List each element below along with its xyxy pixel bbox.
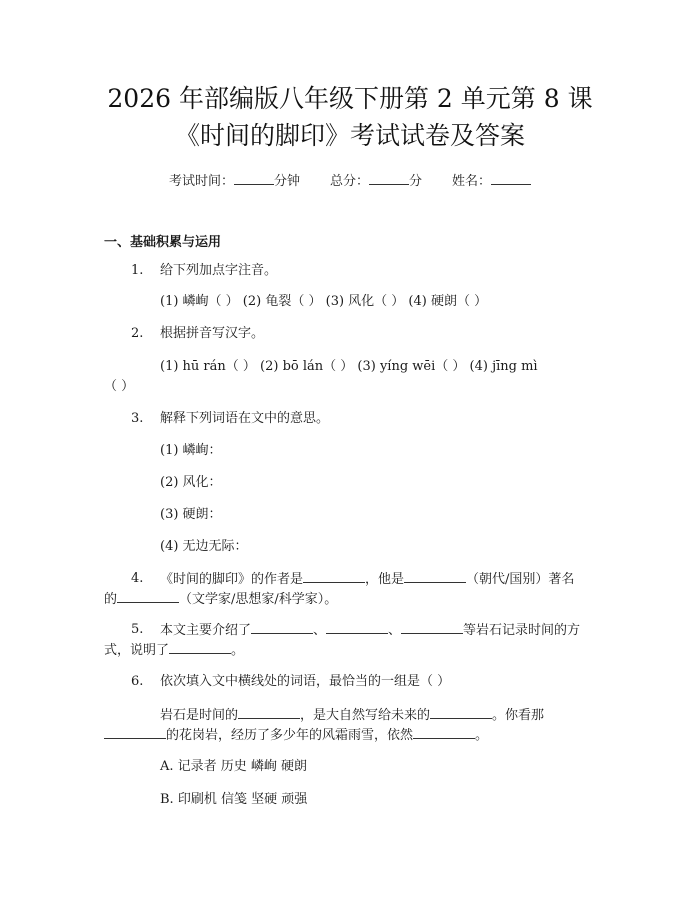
- q6-blank3: [104, 726, 166, 739]
- q1-text: 给下列加点字注音。: [160, 263, 278, 278]
- q6-option-b: B. 印刷机 信笺 坚硬 顽强: [160, 792, 308, 807]
- q4-part3: （朝代/国别）著名: [466, 572, 575, 587]
- q6-option-a: A. 记录者 历史 嶙峋 硬朗: [160, 759, 308, 774]
- q6-para-line2: [104, 726, 488, 745]
- q1-items: (1) 嶙峋（ ） (2) 龟裂（ ） (3) 风化（ ） (4) 硬朗（ ）: [160, 294, 488, 309]
- q4-blank2: [404, 570, 466, 583]
- q5-line2: [104, 641, 244, 660]
- q6-text: 依次填入文中横线处的词语，最恰当的一组是（ ）: [160, 674, 451, 689]
- q6-para2-end: 。: [475, 728, 489, 743]
- q6-blank4: [413, 726, 475, 739]
- q3-sub3: (3) 硬朗：: [160, 507, 222, 522]
- q5-line2-part1: 式，说明了: [104, 643, 170, 658]
- q4-part1: 《时间的脚印》的作者是: [160, 572, 304, 587]
- q5-part2: 等岩石记录时间的方: [463, 623, 581, 638]
- name-label: 姓名：: [452, 174, 492, 189]
- q4-blank3: [117, 590, 179, 603]
- page-title-line1: 2026 年部编版八年级下册第 2 单元第 8 课: [107, 84, 593, 113]
- q6-number: 6.: [131, 674, 144, 689]
- q5-blank4: [169, 641, 231, 654]
- page-title-line2: 《时间的脚印》考试试卷及答案: [174, 121, 525, 150]
- q2-number: 2.: [131, 326, 144, 341]
- q5-line2-end: 。: [231, 643, 245, 658]
- q6-para-part3: 。你看那: [492, 708, 545, 723]
- q5-sep2: 、: [388, 623, 402, 638]
- time-unit: 分钟: [273, 174, 300, 189]
- q5-part1: 本文主要介绍了: [160, 623, 252, 638]
- q2-items: (1) hū rán（ ） (2) bō lán（ ） (3) yíng wēi（ ） (4) jīng mì: [160, 359, 538, 374]
- q6-para-line1: [160, 706, 544, 725]
- q4-line2: [104, 590, 337, 609]
- q4-blank1: [303, 570, 365, 583]
- q5-sep1: 、: [313, 623, 327, 638]
- q3-number: 3.: [131, 411, 144, 426]
- q3-sub4: (4) 无边无际：: [160, 539, 248, 554]
- score-blank: [369, 172, 409, 185]
- q3-text: 解释下列词语在文中的意思。: [160, 411, 330, 426]
- q2-text: 根据拼音写汉字。: [160, 326, 265, 341]
- score-unit: 分: [409, 174, 423, 189]
- q4-number: 4.: [131, 571, 144, 586]
- q2-items-cont: （ ）: [104, 379, 135, 394]
- time-blank: [234, 172, 274, 185]
- exam-meta: [0, 170, 700, 189]
- name-blank: [491, 172, 531, 185]
- time-label: 考试时间：: [168, 174, 234, 189]
- q6-para-part1: 岩石是时间的: [160, 708, 239, 723]
- q6-blank1: [238, 706, 300, 719]
- q4-line2-part2: （文学家/思想家/科学家）。: [179, 592, 338, 607]
- q5-blank2: [326, 621, 388, 634]
- q5-line1: [160, 621, 580, 640]
- q5-number: 5.: [131, 622, 144, 637]
- q6-para-part2: ，是大自然写给未来的: [300, 708, 431, 723]
- q3-sub1: (1) 嶙峋：: [160, 443, 222, 458]
- q5-blank3: [401, 621, 463, 634]
- q1-number: 1.: [131, 263, 144, 278]
- q5-blank1: [251, 621, 313, 634]
- q6-para2-part1: 的花岗岩，经历了多少年的风霜雨雪，依然: [166, 728, 414, 743]
- q6-blank2: [430, 706, 492, 719]
- section-heading-1: 一、基础积累与运用: [104, 235, 222, 250]
- score-label: 总分：: [329, 174, 369, 189]
- q4-line1: [160, 570, 574, 589]
- q3-sub2: (2) 风化：: [160, 475, 222, 490]
- q4-part2: ，他是: [365, 572, 405, 587]
- q4-line2-part1: 的: [104, 592, 118, 607]
